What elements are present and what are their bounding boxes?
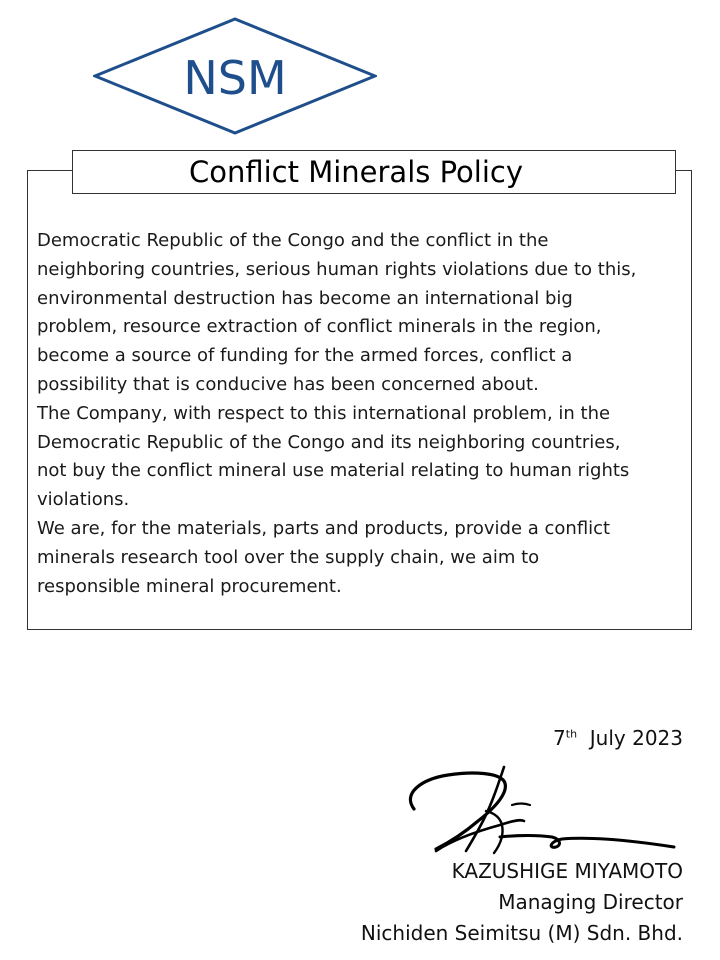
policy-line: The Company, with respect to this international problem, in the xyxy=(37,402,611,424)
policy-line: possibility that is conducive has been concerned about. xyxy=(37,373,539,395)
policy-line: violations. xyxy=(37,489,130,511)
signatory-block xyxy=(361,856,683,949)
handwritten-signature-icon xyxy=(400,765,685,865)
policy-line: Democratic Republic of the Congo and the conflict in the xyxy=(37,230,549,251)
policy-line: neighboring countries, serious human rights violations due to this, xyxy=(37,258,637,280)
page-title: Conflict Minerals Policy xyxy=(188,155,524,189)
company-logo xyxy=(93,17,377,135)
policy-line: minerals research tool over the supply chain, we aim to xyxy=(37,546,540,568)
date-month-year: July 2023 xyxy=(589,726,683,750)
policy-line: not buy the conflict mineral use material relating to human rights xyxy=(37,460,630,482)
signatory-position: Managing Director xyxy=(498,890,683,914)
policy-body xyxy=(37,227,687,601)
logo-diamond-icon xyxy=(93,17,377,135)
policy-line: become a source of funding for the armed forces, conflict a xyxy=(37,345,573,367)
logo-text: NSM xyxy=(183,51,287,105)
policy-line: Democratic Republic of the Congo and its neighboring countries, xyxy=(37,431,621,453)
date-suffix: th xyxy=(565,727,578,741)
document-date xyxy=(553,724,683,752)
policy-line: We are, for the materials, parts and products, provide a conflict xyxy=(37,517,611,539)
policy-line: responsible mineral procurement. xyxy=(37,575,342,597)
title-frame xyxy=(72,150,676,194)
date-day: 7 xyxy=(553,726,566,750)
signatory-name: KAZUSHIGE MIYAMOTO xyxy=(451,859,683,883)
policy-line: environmental destruction has become an international big xyxy=(37,287,573,309)
policy-line: problem, resource extraction of conflict minerals in the region, xyxy=(37,316,602,338)
signature xyxy=(400,765,685,865)
signatory-company: Nichiden Seimitsu (M) Sdn. Bhd. xyxy=(360,921,683,945)
